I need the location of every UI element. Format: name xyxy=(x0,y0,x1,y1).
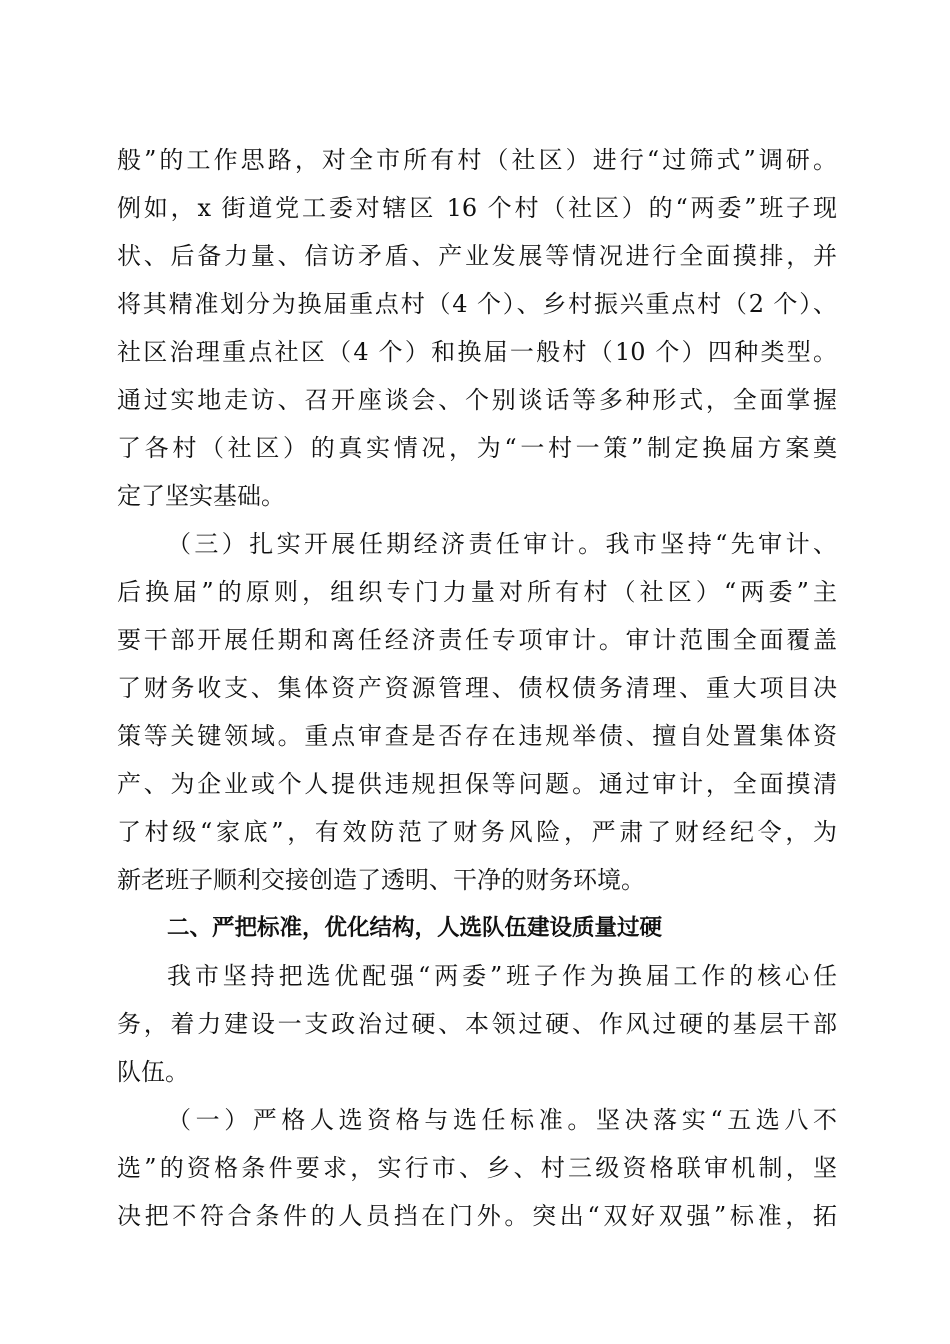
paragraph-line: 了财务收支、集体资产资源管理、债权债务清理、重大项目决 xyxy=(117,674,837,702)
paragraph-line: 新老班子顺利交接创造了透明、干净的财务环境。 xyxy=(117,866,645,894)
paragraph-line: 了各村（社区）的真实情况，为“一村一策”制定换届方案奠 xyxy=(117,434,837,462)
paragraph-line: 社区治理重点社区（4 个）和换届一般村（10 个）四种类型。 xyxy=(117,338,837,366)
paragraph-line: 状、后备力量、信访矛盾、产业发展等情况进行全面摸排，并 xyxy=(117,242,837,270)
document-body xyxy=(117,140,837,1244)
paragraph-line: （一）严格人选资格与选任标准。坚决落实“五选八不 xyxy=(167,1106,837,1134)
paragraph-line: 决把不符合条件的人员挡在门外。突出“双好双强”标准，拓 xyxy=(117,1202,837,1230)
paragraph-line: 般”的工作思路，对全市所有村（社区）进行“过筛式”调研。 xyxy=(117,146,837,174)
paragraph-line: 选”的资格条件要求，实行市、乡、村三级资格联审机制，坚 xyxy=(117,1154,837,1182)
paragraph-line: 将其精准划分为换届重点村（4 个）、乡村振兴重点村（2 个）、 xyxy=(117,290,837,318)
paragraph-line: 通过实地走访、召开座谈会、个别谈话等多种形式，全面掌握 xyxy=(117,386,837,414)
section-heading: 二、严把标准，优化结构，人选队伍建设质量过硬 xyxy=(167,915,663,941)
paragraph-line: 要干部开展任期和离任经济责任专项审计。审计范围全面覆盖 xyxy=(117,626,837,654)
paragraph-line: 我市坚持把选优配强“两委”班子作为换届工作的核心任 xyxy=(167,962,837,990)
paragraph-line: 定了坚实基础。 xyxy=(117,482,285,510)
paragraph-line: 产、为企业或个人提供违规担保等问题。通过审计，全面摸清 xyxy=(117,770,837,798)
paragraph-line: （三）扎实开展任期经济责任审计。我市坚持“先审计、 xyxy=(167,530,837,558)
paragraph-line: 务，着力建设一支政治过硬、本领过硬、作风过硬的基层干部 xyxy=(117,1010,837,1038)
paragraph-line: 策等关键领域。重点审查是否存在违规举债、擅自处置集体资 xyxy=(117,722,837,750)
paragraph-line: 队伍。 xyxy=(117,1058,189,1086)
paragraph-line: 例如，x 街道党工委对辖区 16 个村（社区）的“两委”班子现 xyxy=(117,194,837,222)
paragraph-line: 了村级“家底”，有效防范了财务风险，严肃了财经纪令，为 xyxy=(117,818,837,846)
paragraph-line: 后换届”的原则，组织专门力量对所有村（社区）“两委”主 xyxy=(117,578,837,606)
